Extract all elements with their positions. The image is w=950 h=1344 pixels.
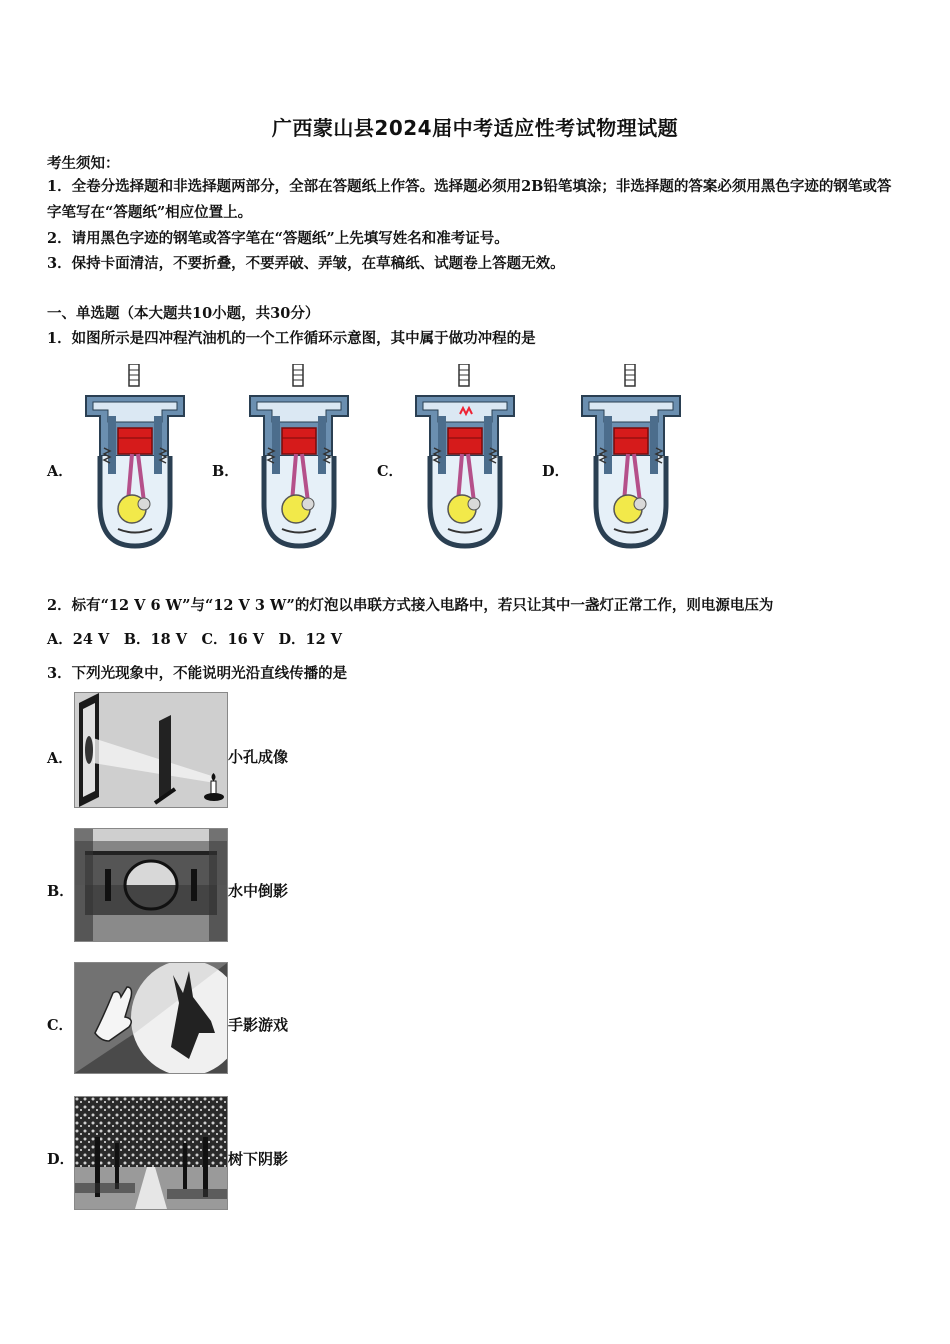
question-3-stem: 3．下列光现象中，不能说明光沿直线传播的是	[47, 665, 348, 682]
notice-item-2: 2．请用黑色字迹的钢笔或答字笔在“答题纸”上先填写姓名和准考证号。	[47, 230, 509, 247]
q1-option-c-label[interactable]: C．	[377, 463, 404, 480]
notice-item-1: 1．全卷分选择题和非选择题两部分，全部在答题纸上作答。选择题必须用2B铅笔填涂；非选择题的答案必须用黑色字迹的钢笔或答字笔写在“答题纸”相应位置上。	[47, 178, 892, 221]
q3-option-d-label[interactable]: D．	[47, 1151, 75, 1168]
notice-item-3: 3．保持卡面清洁，不要折叠，不要弄破、弄皱，在草稿纸、试题卷上答题无效。	[47, 255, 565, 272]
q3-option-d-caption: 树下阴影	[228, 1150, 289, 1168]
section-heading: 一、单选题（本大题共10小题，共30分）	[47, 305, 320, 322]
q3-option-a-label[interactable]: A．	[47, 750, 73, 767]
pinhole-image	[74, 692, 228, 808]
engine-diagram-d	[576, 364, 686, 554]
question-1-stem: 1．如图所示是四冲程汽油机的一个工作循环示意图，其中属于做功冲程的是	[47, 330, 536, 347]
q3-option-c-caption: 手影游戏	[228, 1016, 289, 1034]
q1-option-a-label[interactable]: A．	[47, 463, 73, 480]
page-title: 广西蒙山县2024届中考适应性考试物理试题	[271, 116, 679, 140]
engine-diagram-c	[410, 364, 520, 554]
q1-option-b-label[interactable]: B．	[212, 463, 239, 480]
q1-option-d-label[interactable]: D．	[542, 463, 570, 480]
bridge-reflection-image	[74, 828, 228, 942]
q3-option-a-caption: 小孔成像	[228, 748, 289, 766]
engine-diagram-a	[80, 364, 190, 554]
hand-shadow-image	[74, 962, 228, 1074]
notice-heading: 考生须知：	[47, 155, 120, 172]
engine-diagram-b	[244, 364, 354, 554]
question-2-stem: 2．标有“12 V 6 W”与“12 V 3 W”的灯泡以串联方式接入电路中，若只让其中一盏灯正常工作，则电源电压为	[47, 597, 774, 614]
q3-option-b-caption: 水中倒影	[228, 882, 289, 900]
tree-shade-image	[74, 1096, 228, 1210]
q3-option-c-label[interactable]: C．	[47, 1017, 74, 1034]
question-2-options[interactable]: A．24 V B．18 V C．16 V D．12 V	[47, 631, 343, 648]
q3-option-b-label[interactable]: B．	[47, 883, 74, 900]
